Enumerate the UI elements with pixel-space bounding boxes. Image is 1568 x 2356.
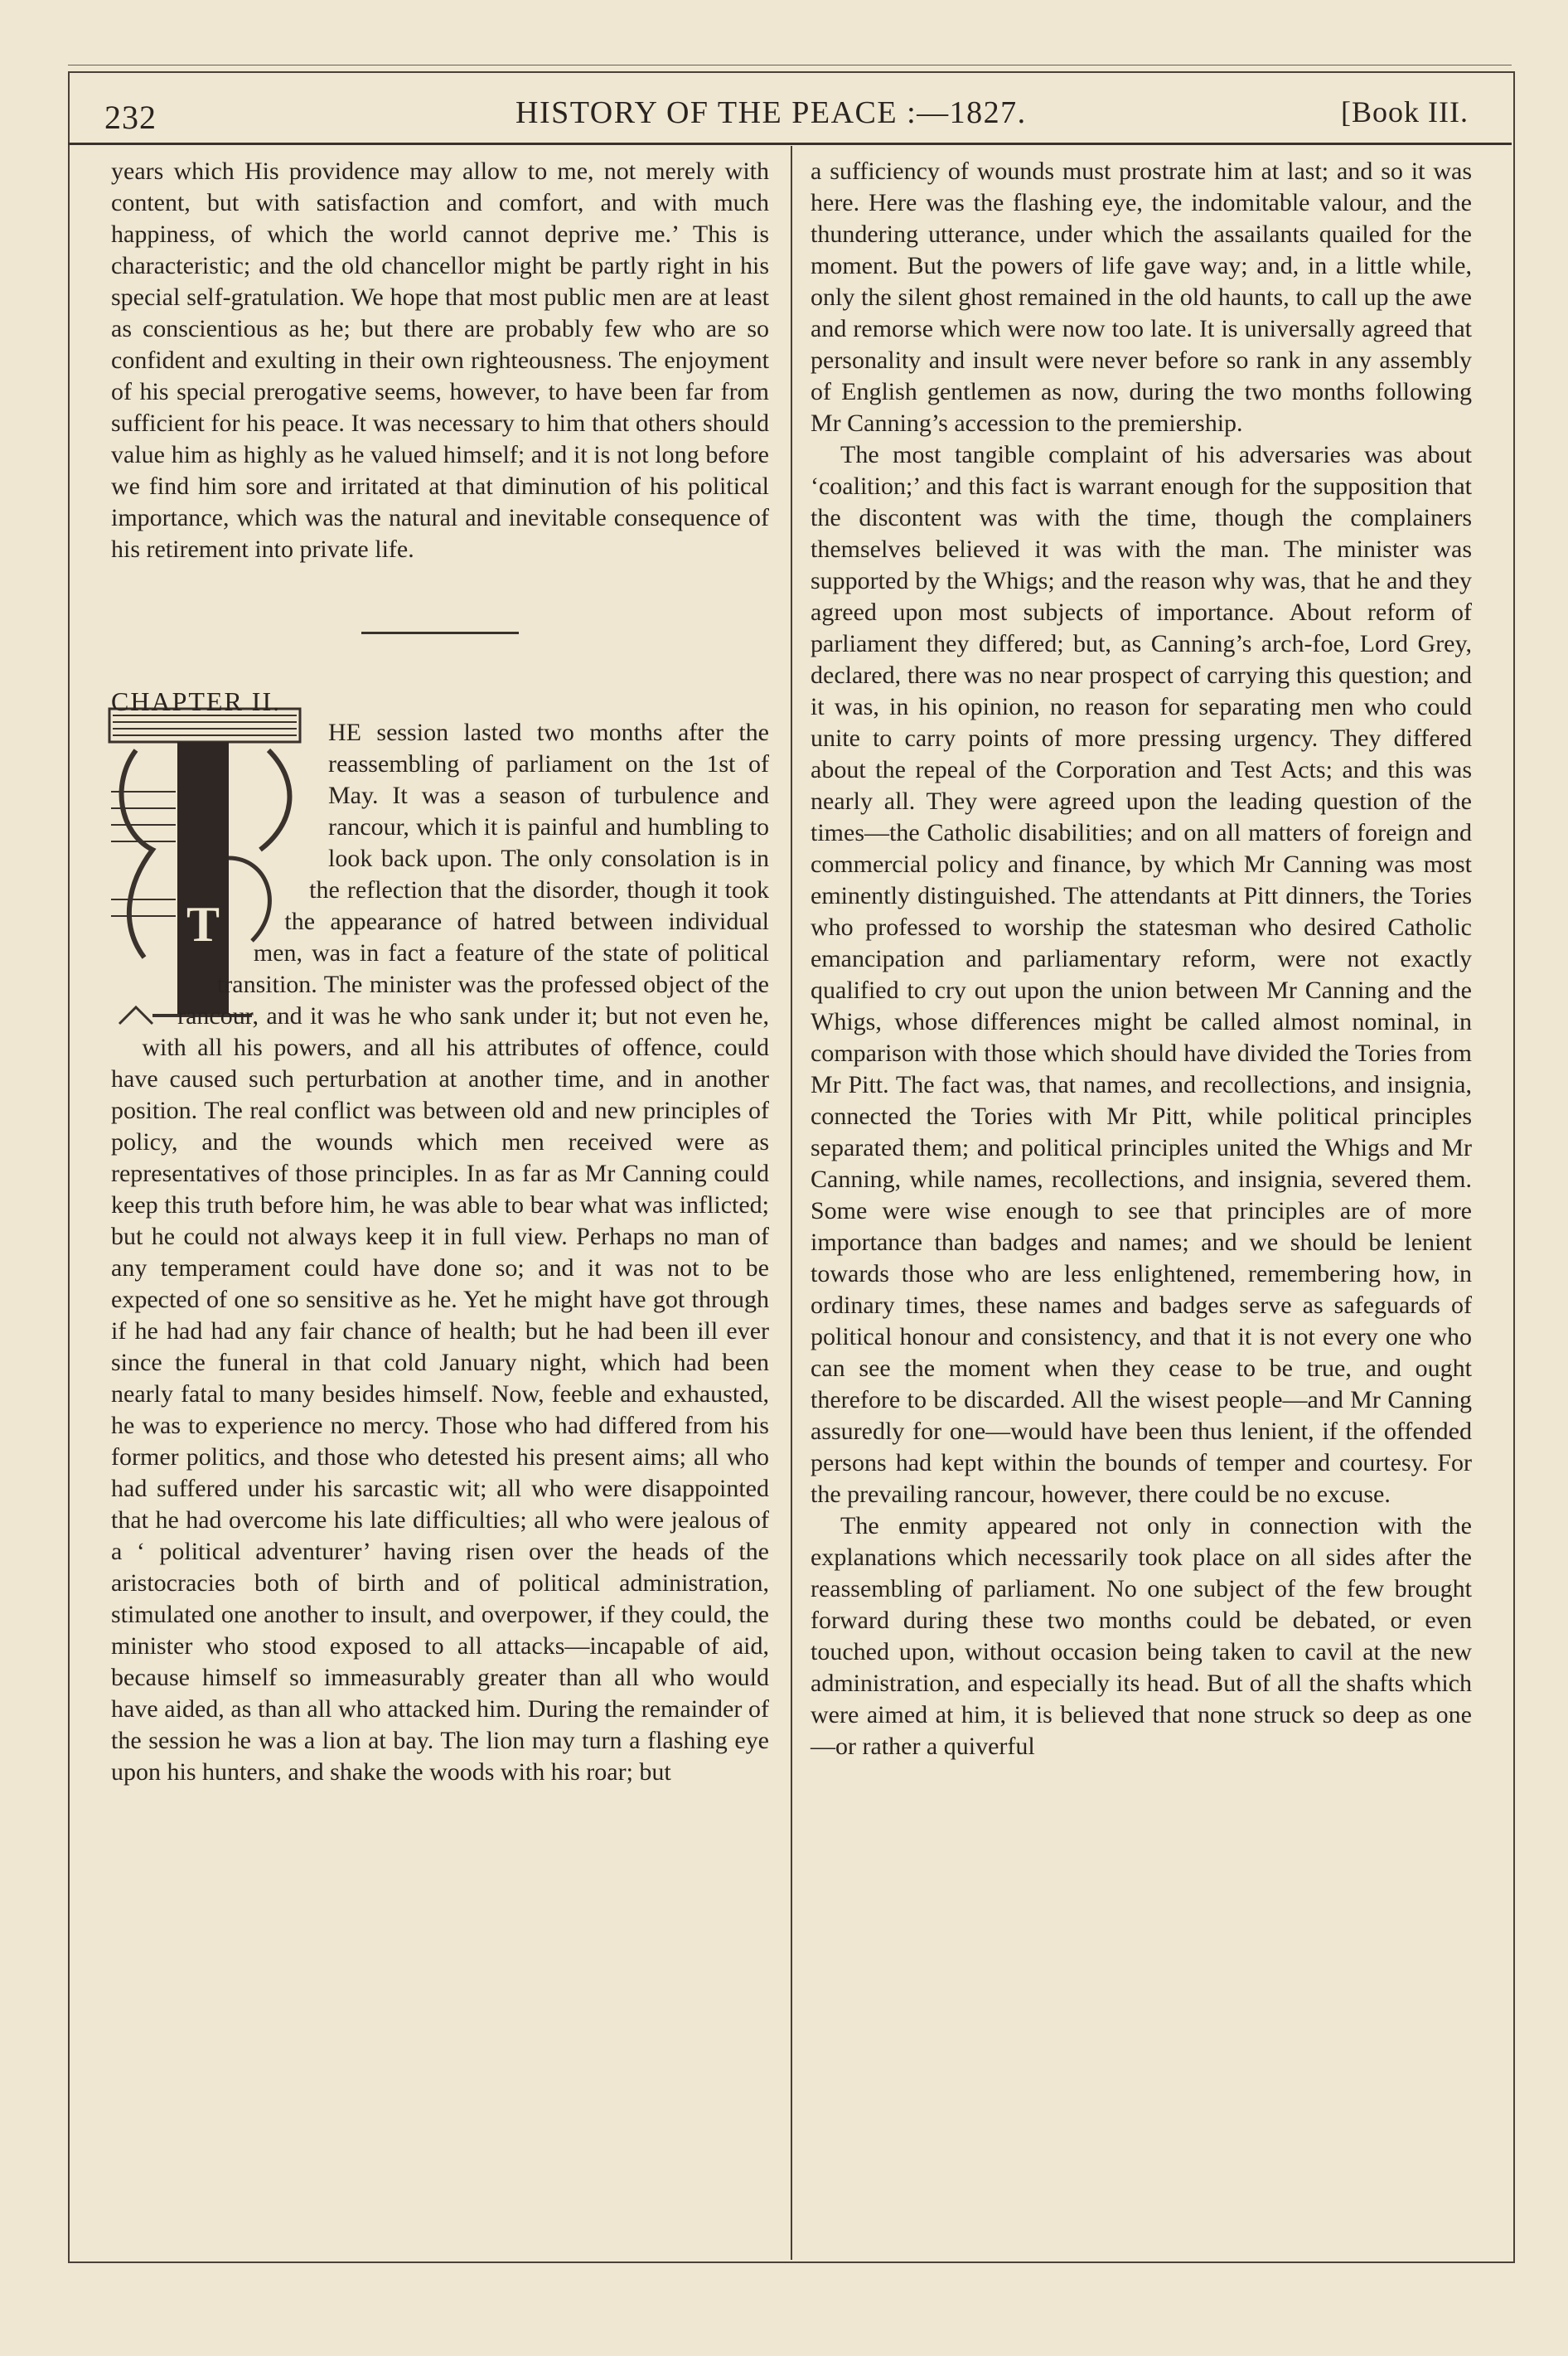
left-column [111, 156, 769, 1788]
book-label: [Book III. [1341, 95, 1469, 128]
chapter-heading: CHAPTER II. [111, 686, 282, 716]
running-head [68, 91, 1512, 141]
drop-cap-letter: T [186, 897, 220, 952]
paragraph: a sufficiency of wounds must prostrate him at last; and so it was here. Here was the flashing eye, the indomitable valour, and the thundering utterance, under which the assailants quailed for the moment. But the powers of life gave way; and, in a little while, only the silent ghost remained in the old haunts, to call up the awe and remorse which were now too late. It is universally agreed that personality and insult were never before so rank in any assembly of English gentlemen as now, during the two months following Mr Canning’s accession to the premiership. [811, 158, 1472, 437]
paragraph: HE session lasted two months after the reassembling of parliament on the 1st of May. It was a season of turbulence and rancour, which it is painful and humbling to look back upon. The only consolation is in the reflection that the disorder, though it took the appearance of hatred between individual men, was in fact a feature of the state of political transition. The minister was the professed object of the rancour, and it was he who sank under it; but not even he, with all his powers, and all his attributes of offence, could have caused such perturbation at another time, and in another position. The real conflict was between old and new principles of policy, and the wounds which men received were as representatives of those principles. In as far as Mr Canning could keep this truth before him, he was able to bear what was inflicted; but he could not always keep it in full view. Perhaps no man of any temperament could have done so; and it was not to be expected of one so sensitive as he. Yet he might have got through if he had had any fair chance of health; but he had been ill ever since the funeral in that cold January night, which had been nearly fatal to many besides himself. Now, feeble and exhausted, he was to experience no mercy. Those who had differed from his former politics, and those who detested his present aims; all who had suffered under his sarcastic wit; all who were disappointed that he had overcome his late difficulties; all who were jealous of a ‘ political adventurer’ having risen over the heads of the aristocracies both of birth and of political administration, stimulated one another to insult, and overpower, if they could, the minister who stood exposed to all attacks—incapable of aid, because himself so immeasurably greater than all who would have aided, as than all who attacked him. During the remainder of the session he was a lion at bay. The lion may turn a flashing eye upon his hunters, and shake the woods with his roar; but [111, 719, 769, 1786]
section-divider [361, 632, 519, 634]
right-column [811, 156, 1472, 1762]
page-number: 232 [104, 99, 157, 136]
paragraph: The enmity appeared not only in connection with the explanations which necessarily took place on all sides after the reassembling of parliament. No one subject of the few brought forward during these two months could be debated, or even touched upon, without occasion being taken to cavil at the new administration, and especially its head. But of all the shafts which were aimed at him, it is believed that none struck so deep as one—or rather a quiverful [811, 1512, 1472, 1760]
running-title: HISTORY OF THE PEACE :—1827. [515, 95, 1027, 130]
paragraph: The most tangible complaint of his adversaries was about ‘coalition;’ and this fact is warrant enough for the supposition that the discontent was with the time, though the complainers themselves believed it was with the man. The minister was supported by the Whigs; and the reason why was, that he and they agreed upon most subjects of importance. About reform of parliament they differed; but, as Canning’s arch-foe, Lord Grey, declared, there was no near prospect of carrying this question; and it was, in his opinion, no reason for separating men who could unite to carry points of more pressing urgency. They differed about the repeal of the Corporation and Test Acts; and this was nearly all. They were agreed upon the leading question of the times—the Catholic disabilities; and on all matters of foreign and commercial policy and finance, by which Mr Canning was most eminently distinguished. The attendants at Pitt dinners, the Tories who professed to worship the statesman who desired Catholic emancipation and parliamentary reform, were not exactly qualified to cry out upon the union between Mr Canning and the Whigs, whose differences might be called almost nominal, in comparison with those which should have divided the Tories from Mr Pitt. The fact was, that names, and recollections, and insignia, connected the Tories with Mr Pitt, while political principles separated them; and political principles united the Whigs and Mr Canning, while names, recollections, and insignia, severed them. Some were wise enough to see that principles are of more importance than badges and names; and we should be lenient towards those who are less enlightened, remembering how, in ordinary times, these names and badges serve as safeguards of political honour and consistency, and that it is not every one who can see the moment when they cease to be true, and ought therefore to be discarded. All the wisest people—and Mr Canning assuredly for one—would have been thus lenient, if the offended persons had kept within the bounds of temper and courtesy. For the prevailing rancour, however, there could be no excuse. [811, 441, 1472, 1508]
header-rule [68, 143, 1512, 145]
column-divider [791, 146, 792, 2260]
paragraph: years which His providence may allow to me, not merely with content, but with satisfaction and comfort, and with much happiness, of which the world cannot deprive me.’ This is characteristic; and the old chancellor might be partly right in his special self-gratulation. We hope that most public men are at least as conscientious as he; but there are probably few who are so confident and exulting in their own righteousness. The enjoyment of his special prerogative seems, however, to have been far from sufficient for his peace. It was necessary to him that others should value him as highly as he valued himself; and it is not long before we find him sore and irritated at that diminution of his political importance, which was the natural and inevitable consequence of his retirement into private life. [111, 158, 769, 563]
